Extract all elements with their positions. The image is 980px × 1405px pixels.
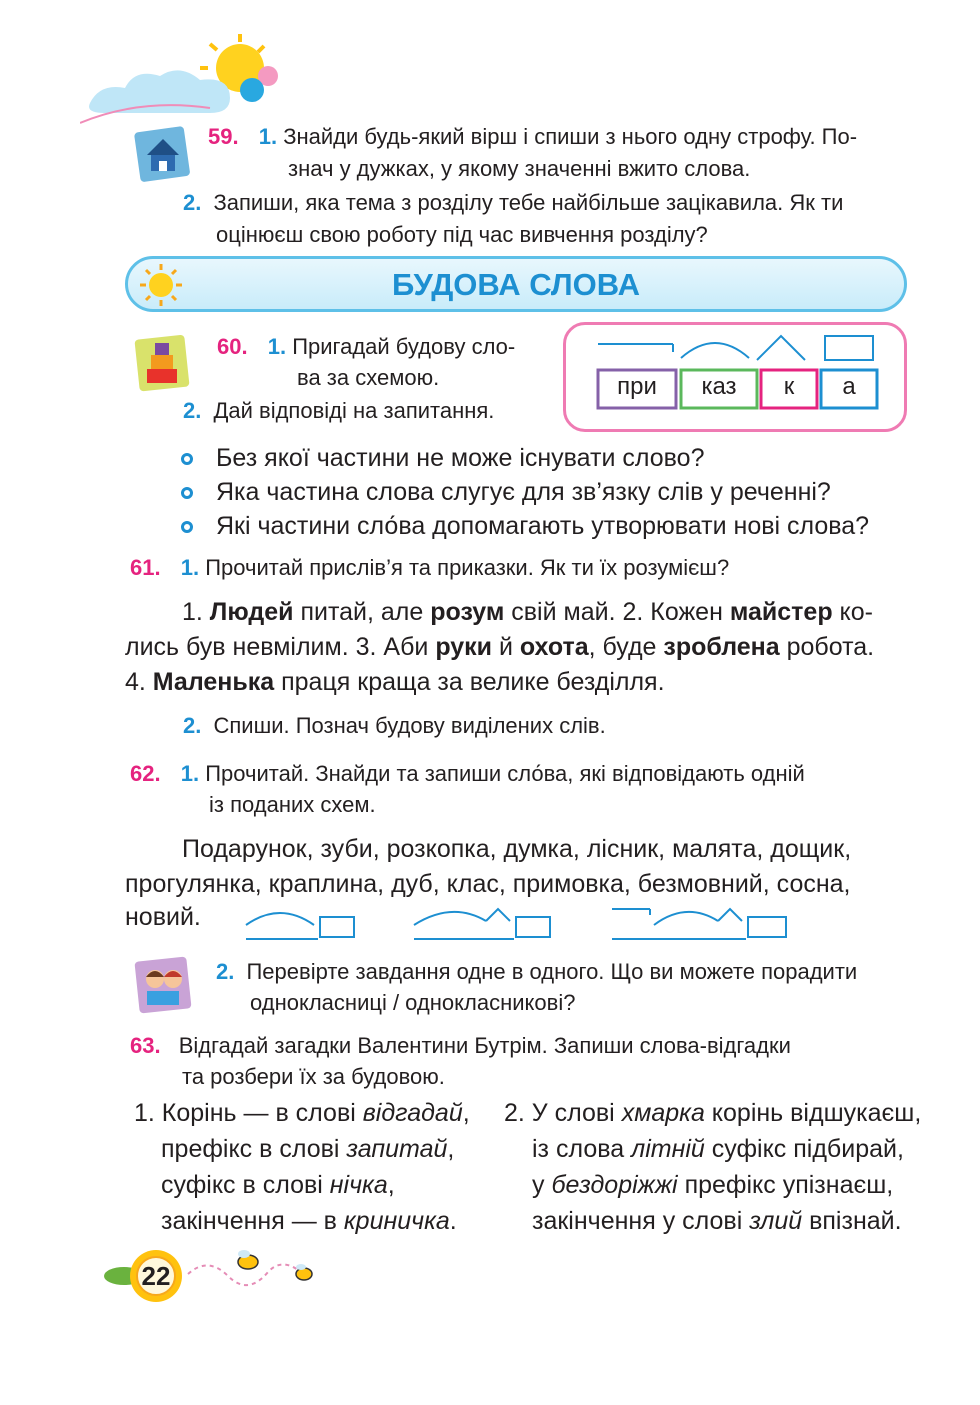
task-60-number: 60. <box>217 334 248 359</box>
task-59-part-1-number: 1. <box>258 124 278 149</box>
riddle-1: 1. Корінь — в слові відгадай, префікс в слові запитай, суфікс в слові нічка, закінчення — в криничка. <box>134 1099 470 1235</box>
ending-mark <box>825 336 873 360</box>
cloud-icon <box>89 70 230 113</box>
suffix-mark <box>486 909 510 921</box>
header-decoration <box>80 28 290 128</box>
footer-decoration <box>98 1246 328 1306</box>
riddle-2: 2. У слові хмарка корінь відшукаєш, із слова літній суфікс підбирай, у бездоріжжі префікс упізнаєш, закінчення у слові злий впізнай. <box>504 1099 922 1235</box>
root-mark <box>414 912 486 925</box>
root-text: каз <box>701 373 737 400</box>
section-title: БУДОВА СЛОВА <box>392 267 640 302</box>
task-60-part-1-number: 1. <box>267 334 287 359</box>
proverbs-line-2: лись був невмілим. 3. Аби руки й охота, буде зроблена робота. <box>125 633 875 661</box>
task-61-number: 61. <box>130 555 161 580</box>
question-3: Які частини сло́ва допомагають утворювати нові слова? <box>216 512 870 540</box>
ending-mark <box>748 917 786 937</box>
proverbs-line-1: 1. Людей питай, але розум свій май. 2. Кожен майстер ко- <box>182 598 874 626</box>
words-line-3: новий. <box>125 903 201 931</box>
word-schemes <box>240 903 800 943</box>
task-62-part-1-number: 1. <box>180 761 200 786</box>
task-61-part-1-text: Прочитай прислів’я та приказки. Як ти їх розумієш? <box>205 555 730 580</box>
suffix-text: к <box>783 373 795 400</box>
balloon-icon <box>240 78 264 102</box>
bee-icon <box>296 1264 312 1280</box>
question-1: Без якої частини не може існувати слово? <box>216 444 705 472</box>
ending-text: а <box>842 373 856 400</box>
prefix-text: при <box>617 373 657 400</box>
task-63-text: Відгадай загадки Валентини Бутрім. Запиши слова-відгадки <box>178 1033 791 1058</box>
root-mark <box>654 912 718 925</box>
task-60-part-1-text: Пригадай будову сло- <box>292 334 516 359</box>
page-number: 22 <box>141 1261 171 1291</box>
task-59-part-2-text: Запиши, яка тема з розділу тебе найбільше зацікавила. Як ти <box>213 190 844 215</box>
toy-blocks-icon <box>133 333 193 393</box>
task-59-number: 59. <box>208 124 239 149</box>
proverbs-line-3: 4. Маленька праця краща за велике безділля. <box>125 668 665 696</box>
ending-mark <box>516 917 550 937</box>
task-61-part-1-number: 1. <box>180 555 200 580</box>
children-reading-icon <box>133 955 193 1015</box>
bullet-icon <box>181 453 193 465</box>
bullet-icon <box>181 521 193 533</box>
task-60-part-2-text: Дай відповіді на запитання. <box>213 398 495 423</box>
house-icon <box>133 123 193 183</box>
task-62-part-2-text: Перевірте завдання одне в одного. Що ви можете порадити <box>246 959 858 984</box>
question-2: Яка частина слова слугує для зв’язку слів у реченні? <box>216 478 831 506</box>
task-62-part-1-text-cont: із поданих схем. <box>209 792 376 817</box>
task-59-part-2-text-cont: оцінюєш свою роботу під час вивчення розділу? <box>216 222 708 247</box>
task-62-number: 62. <box>130 761 161 786</box>
words-line-2: прогулянка, краплина, дуб, клас, примовка, безмовний, сосна, <box>125 870 851 898</box>
task-59-part-1-text: Знайди будь-який вірш і спиши з нього одну строфу. По- <box>283 124 858 149</box>
root-mark <box>681 343 749 358</box>
task-62-part-2-number: 2. <box>216 959 235 984</box>
ending-mark <box>320 917 354 937</box>
suffix-mark <box>757 336 805 360</box>
task-61-part-2-number: 2. <box>183 713 202 738</box>
bullet-icon <box>181 487 193 499</box>
words-line-1: Подарунок, зуби, розкопка, думка, лісник, малята, дощик, <box>182 835 852 863</box>
task-59-part-2-number: 2. <box>183 190 202 215</box>
task-62-part-1-text: Прочитай. Знайди та запиши сло́ва, які відповідають одній <box>205 761 805 786</box>
task-60-part-1-text-cont: ва за схемою. <box>297 365 440 390</box>
task-62-part-2-text-cont: однокласниці / однокласникові? <box>250 990 576 1015</box>
task-61-part-2-text: Спиши. Познач будову виділених слів. <box>213 713 606 738</box>
task-63-text-cont: та розбери їх за будовою. <box>182 1064 445 1089</box>
task-60-part-2-number: 2. <box>183 398 202 423</box>
root-mark <box>246 913 314 925</box>
bee-icon <box>238 1250 258 1269</box>
task-59-part-1-text-cont: знач у дужках, у якому значенні вжито слова. <box>288 156 751 181</box>
suffix-mark <box>718 909 742 921</box>
task-63-number: 63. <box>130 1033 161 1058</box>
